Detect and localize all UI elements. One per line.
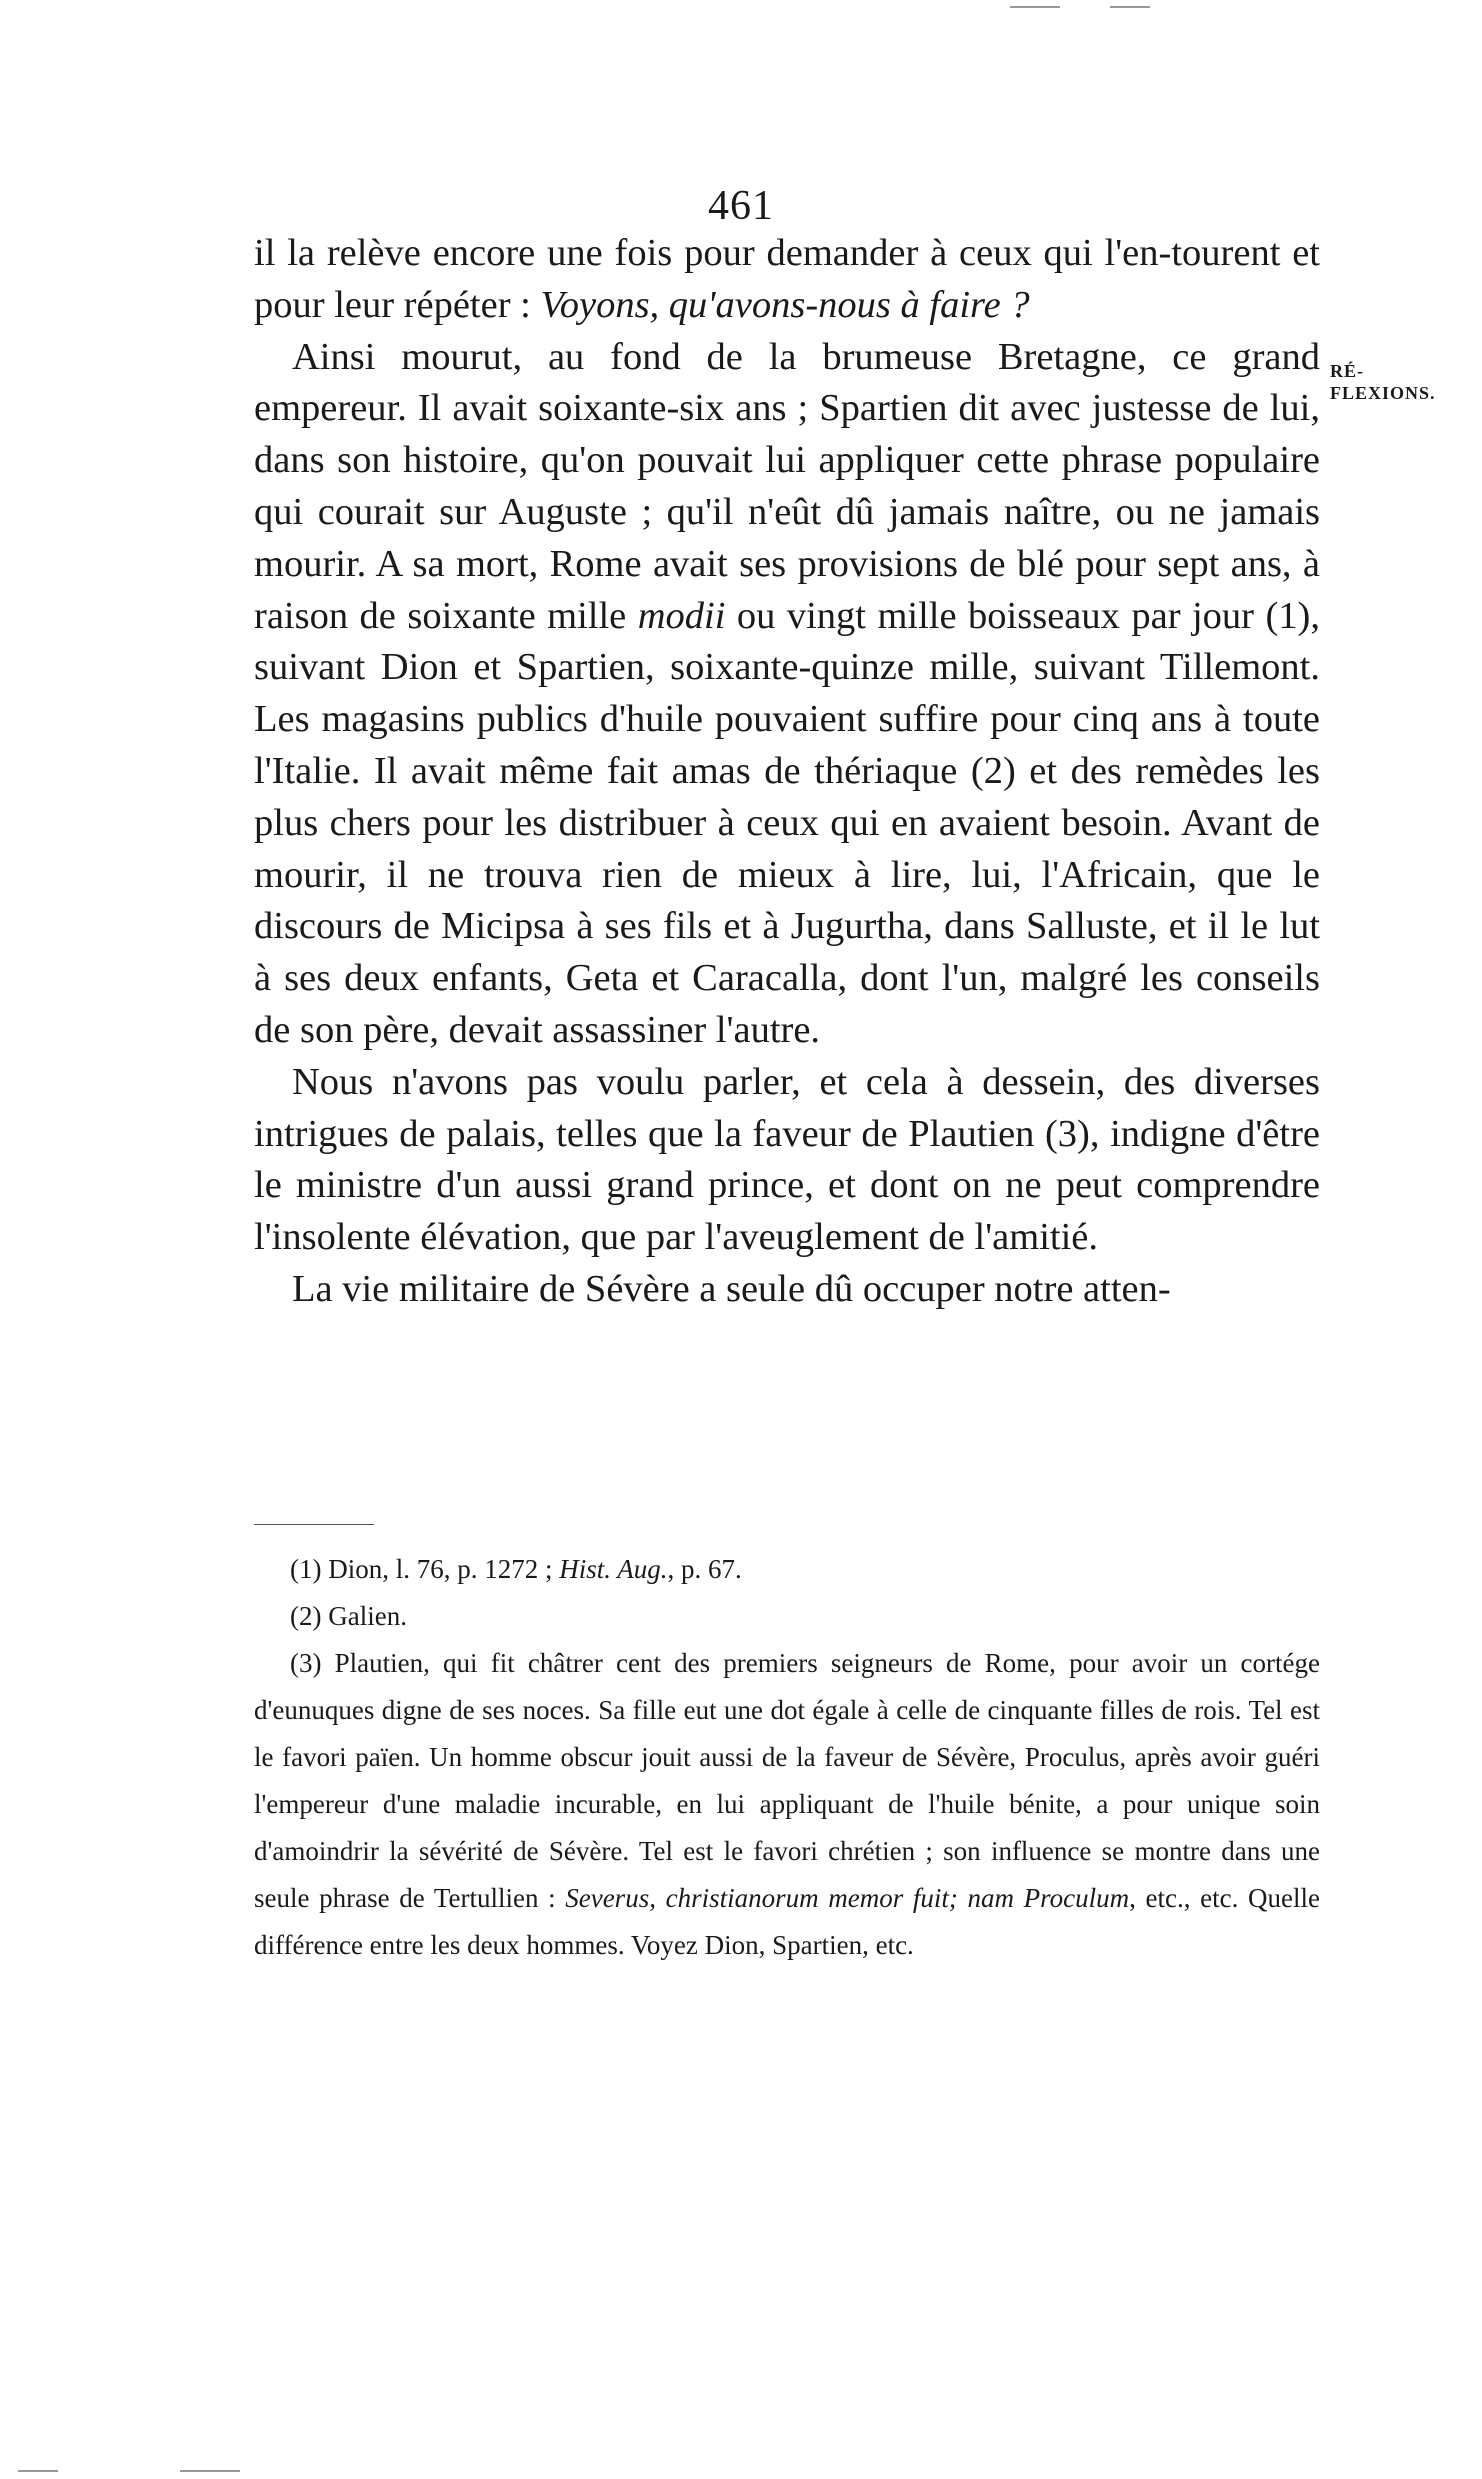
paragraph xyxy=(254,332,1320,1057)
footnote-divider xyxy=(254,1524,374,1525)
footnote xyxy=(254,1640,1320,1969)
italic-text: Voyons, qu'avons-nous à faire ? xyxy=(540,283,1030,326)
text-run: (1) Dion, l. 76, p. 1272 ; xyxy=(290,1554,560,1584)
scan-edge-mark xyxy=(1010,6,1060,8)
text-run: La vie militaire de Sévère a seule dû occuper notre atten- xyxy=(292,1267,1171,1310)
footnote xyxy=(254,1546,1320,1593)
scan-edge-mark xyxy=(180,2470,240,2472)
paragraph xyxy=(254,1264,1320,1316)
scan-edge-mark xyxy=(1110,6,1150,8)
text-run: Nous n'avons pas voulu parler, et cela à dessein, des diverses intrigues de palais, telles que la faveur de Plautien (3), indigne d'être le ministre d'un aussi grand prince, et dont on ne peut comprendre l'insolente élévation, que par l'aveuglement de l'amitié. xyxy=(254,1060,1320,1259)
margin-note xyxy=(1330,360,1470,404)
text-run: , etc., etc. Quelle différence entre les deux hommes. Voyez Dion, Spartien, etc. xyxy=(254,1883,1320,1960)
text-run: ou vingt mille boisseaux par jour (1), suivant Dion et Spartien, soixante-quinze mille, suivant Tillemont. Les magasins publics d'huile pouvaient suffire pour cinq ans à toute l'Italie. Il avait même fait amas de thériaque (2) et des remèdes les plus chers pour les distribuer à ceux qui en avaient besoin. Avant de mourir, il ne trouva rien de mieux à lire, lui, l'Africain, que le discours de Micipsa à ses fils et à Jugurtha, dans Salluste, et il le lut à ses deux enfants, Geta et Caracalla, dont l'un, malgré les conseils de son père, devait assassiner l'autre. xyxy=(254,594,1320,1051)
text-run: (3) Plautien, qui fit châtrer cent des premiers seigneurs de Rome, pour avoir un cortége d'eunuques digne de ses noces. Sa fille eut une dot égale à celle de cinquante filles de rois. Tel est le favori païen. Un homme obscur jouit aussi de la faveur de Sévère, Proculus, après avoir guéri l'empereur d'une maladie incurable, en lui appliquant de l'huile bénite, a pour unique soin d'amoindrir la sévérité de Sévère. Tel est le favori chrétien ; son influence se montre dans une seule phrase de Tertullien : xyxy=(254,1648,1320,1913)
paragraph xyxy=(254,228,1320,332)
footnote xyxy=(254,1593,1320,1640)
scan-edge-mark xyxy=(18,2470,58,2472)
italic-text: Severus, christianorum memor fuit; nam Proculum xyxy=(565,1883,1130,1913)
italic-text: modii xyxy=(637,594,726,637)
margin-note-line-2: FLEXIONS. xyxy=(1330,383,1436,403)
italic-text: Hist. Aug. xyxy=(559,1554,668,1584)
text-run: il la relève encore une fois pour demander à ceux qui l'en-tourent et pour leur répéter : xyxy=(254,232,1320,326)
text-run: Ainsi mourut, au fond de la brumeuse Bretagne, ce grand empereur. Il avait soixante-six ans ; Spartien dit avec justesse de lui, dans son histoire, qu'on pouvait lui appliquer cette phrase populaire qui courait sur Auguste ; qu'il n'eût dû jamais naître, ou ne jamais mourir. A sa mort, Rome avait ses provisions de blé pour sept ans, à raison de soixante mille xyxy=(254,335,1320,637)
text-run: , p. 67. xyxy=(667,1554,742,1584)
footnotes xyxy=(254,1546,1320,1969)
main-text xyxy=(254,228,1320,1316)
text-run: (2) Galien. xyxy=(290,1601,407,1631)
page-number: 461 xyxy=(708,183,774,229)
paragraph xyxy=(254,1057,1320,1264)
margin-note-line-1: RÉ- xyxy=(1330,361,1364,381)
